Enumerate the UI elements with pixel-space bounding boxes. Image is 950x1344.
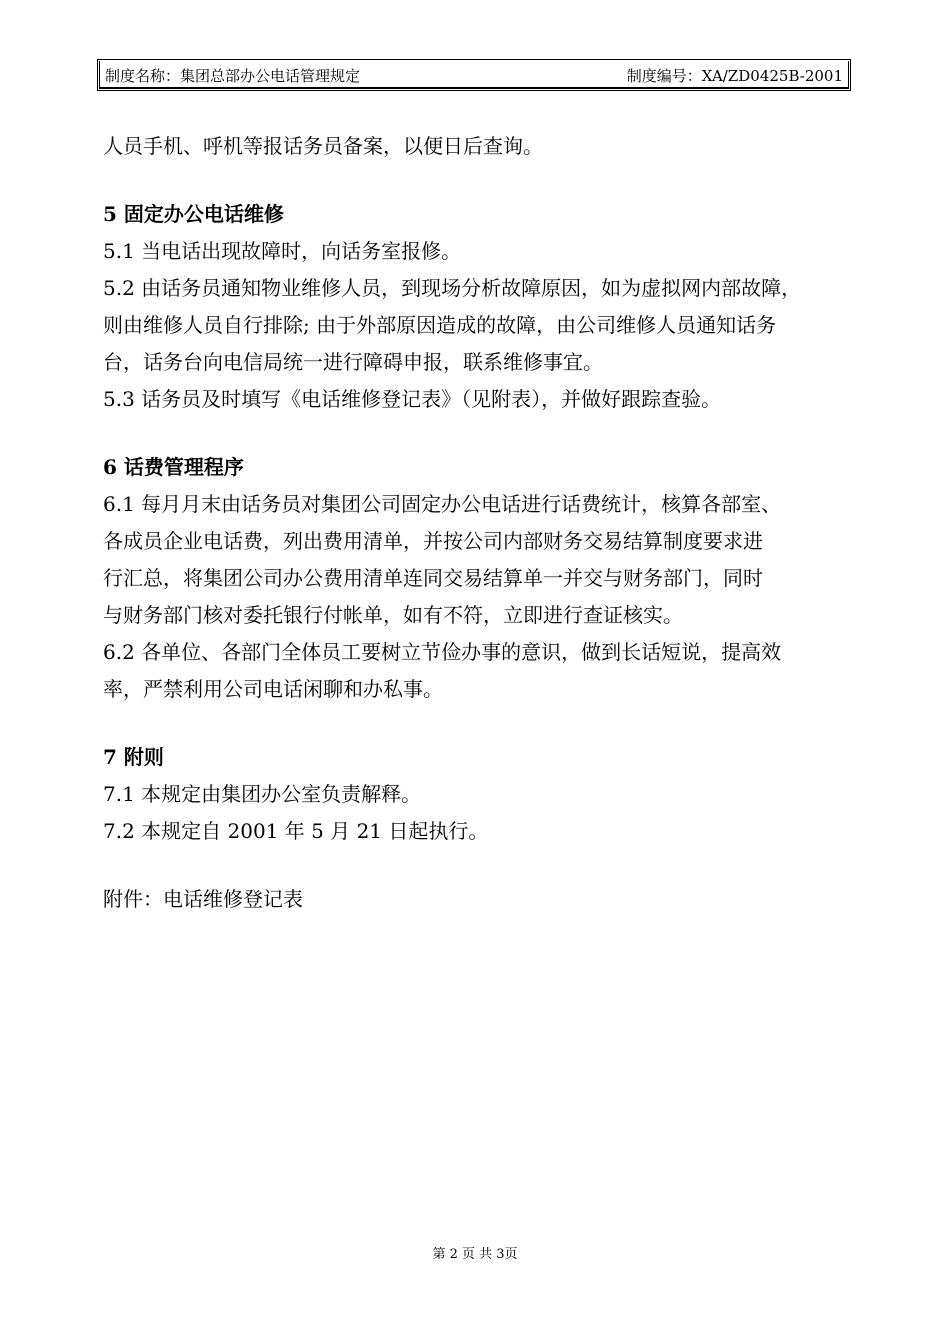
paragraph-line: 7.1 本规定由集团办公室负责解释。 — [103, 782, 422, 806]
paragraph-line: 6.1 每月月末由话务员对集团公司固定办公电话进行话费统计，核算各部室、 — [103, 492, 782, 516]
intro-line: 人员手机、呼机等报话务员备案，以便日后查询。 — [103, 134, 543, 158]
paragraph-line: 行汇总，将集团公司办公费用清单连同交易结算单一并交与财务部门，同时 — [103, 566, 763, 590]
section-6-heading: 6 话费管理程序 — [103, 455, 244, 479]
document-header — [97, 59, 851, 91]
paragraph-line: 5.2 由话务员通知物业维修人员，到现场分析故障原因，如为虚拟网内部故障， — [103, 276, 802, 300]
paragraph-line: 台，话务台向电信局统一进行障碍申报，联系维修事宜。 — [103, 350, 603, 374]
regulation-number: 制度编号：XA/ZD0425B-2001 — [626, 67, 843, 85]
regulation-name: 制度名称：集团总部办公电话管理规定 — [105, 67, 361, 85]
paragraph-line: 则由维修人员自行排除; 由于外部原因造成的故障，由公司维修人员通知话务 — [103, 313, 777, 337]
paragraph-line: 率，严禁利用公司电话闲聊和办私事。 — [103, 677, 443, 701]
attachment-line: 附件：电话维修登记表 — [103, 887, 303, 911]
page-number: 第 2 页 共 3页 — [432, 1247, 518, 1262]
paragraph-line: 6.2 各单位、各部门全体员工要树立节俭办事的意识，做到长话短说，提高效 — [103, 640, 782, 664]
paragraph-line: 5.3 话务员及时填写《电话维修登记表》（见附表），并做好跟踪查验。 — [103, 387, 722, 411]
paragraph-line: 与财务部门核对委托银行付帐单，如有不符，立即进行查证核实。 — [103, 603, 683, 627]
paragraph-line: 7.2 本规定自 2001 年 5 月 21 日起执行。 — [103, 819, 489, 843]
section-7-heading: 7 附则 — [103, 745, 164, 769]
document-body — [103, 128, 863, 918]
section-5-heading: 5 固定办公电话维修 — [103, 202, 284, 226]
paragraph-line: 5.1 当电话出现故障时，向话务室报修。 — [103, 239, 462, 263]
paragraph-line: 各成员企业电话费，列出费用清单，并按公司内部财务交易结算制度要求进 — [103, 529, 763, 553]
